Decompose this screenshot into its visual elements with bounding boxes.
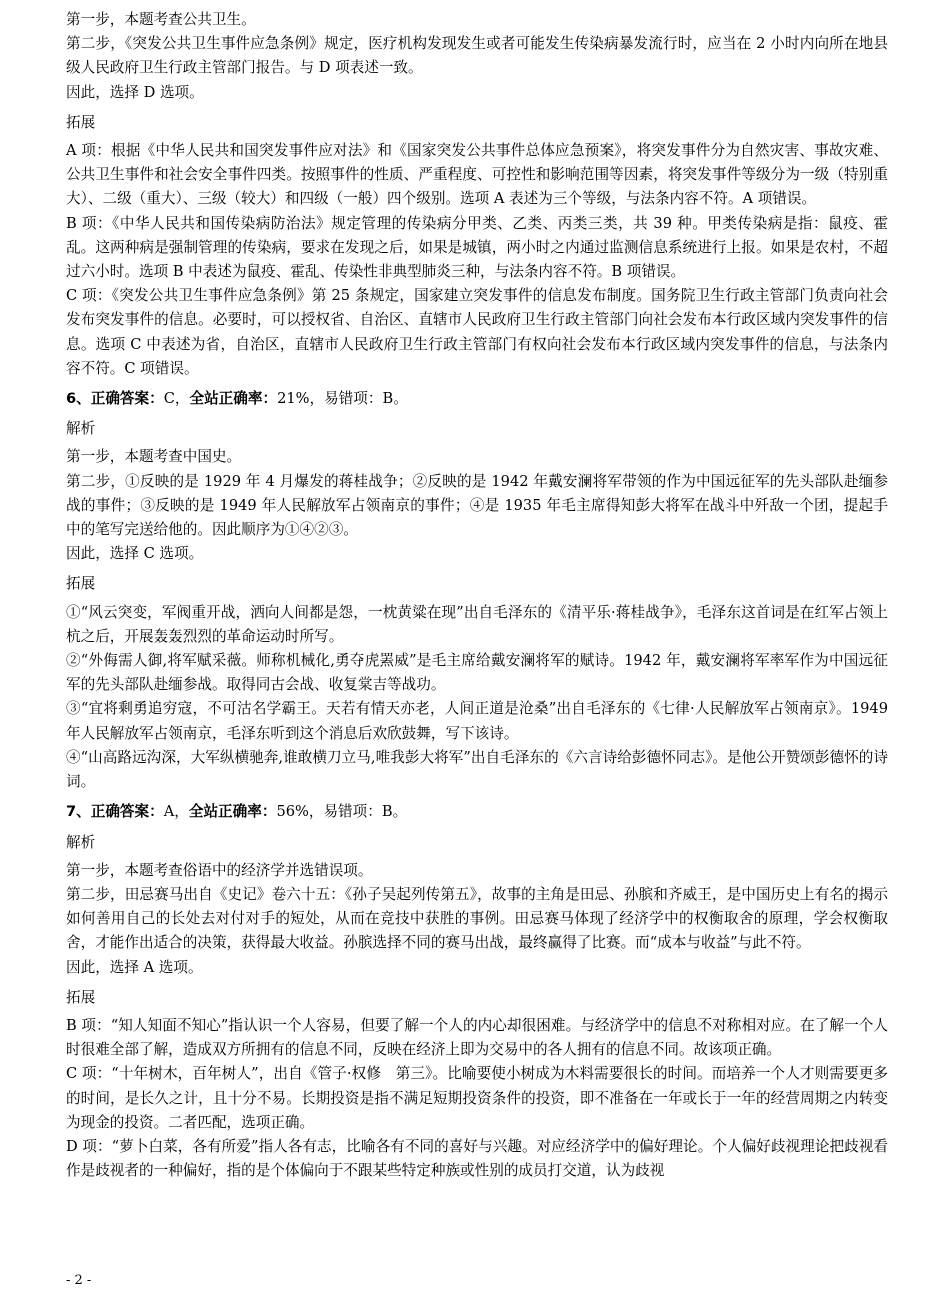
q7-analysis-label: 解析: [66, 833, 96, 851]
q5-step1: 第一步，本题考查公共卫生。: [66, 11, 256, 28]
q7-rate-label: 全站正确率：: [188, 803, 277, 821]
q7-option-c: C 项：“十年树木，百年树人”，出自《管子·权修 第三》。比喻要使小树成为木料需要很长的时间。而培养一个人才则需要更多的时间，是长久之计，且十分不易。长期投资是指不满足短期投资条件的投资，即不准备在一年或长于一年的经营周期之内转变为现金的投资。二者匹配，选项正确。: [66, 1065, 888, 1131]
q6-answer-value: C，: [163, 390, 190, 408]
document-page: [66, 8, 893, 1183]
q5-option-a: A 项：根据《中华人民共和国突发事件应对法》和《国家突发公共事件总体应急预案》，将突发事件分为自然灾害、事故灾难、公共卫生事件和社会安全事件四类。按照事件的性质、严重程度、可控性和影响范围等因素，将突发事件等级分为一级（特别重大）、二级（重大）、三级（较大）和四级（一般）四个级别。选项 A 表述为三个等级，与法条内容不符。A 项错误。: [66, 142, 888, 208]
q6-answer-label: 6、正确答案：: [66, 390, 164, 408]
q7-extend-label: 拓展: [66, 988, 96, 1006]
q5-step2: 第二步，《突发公共卫生事件应急条例》规定，医疗机构发现发生或者可能发生传染病暴发流行时，应当在 2 小时内向所在地县级人民政府卫生行政主管部门报告。与 D 项表述一致。: [66, 35, 888, 77]
q5-option-c: C 项：《突发公共卫生事件应急条例》第 25 条规定，国家建立突发事件的信息发布制度。国务院卫生行政主管部门负责向社会发布突发事件的信息。必要时，可以授权省、自治区、直辖市人民政府卫生行政主管部门向社会发布本行政区域内突发事件的信息。选项 C 中表述为省，自治区，直辖市人民政府卫生行政主管部门有权向社会发布本行政区域内突发事件的信息，与法条内容不符。C 项错误。: [66, 287, 888, 377]
q7-option-b: B 项：“知人知面不知心”指认识一个人容易，但要了解一个人的内心却很困难。与经济学中的信息不对称相对应。在了解一个人时很难全部了解，造成双方所拥有的信息不同，反映在经济上即为交易中的各人拥有的信息不同。故该项正确。: [66, 1016, 888, 1059]
q7-answer-header: [66, 800, 888, 824]
q6-extend-item-2: ②“外侮需人御,将军赋采薇。师称机械化,勇夺虎罴威”是毛主席给戴安澜将军的赋诗。1942 年，戴安澜将军率军作为中国远征军的先头部队赴缅参战。取得同古会战、收复棠吉等战功。: [66, 652, 888, 694]
q5-option-b: B 项：《中华人民共和国传染病防治法》规定管理的传染病分甲类、乙类、丙类三类，共 39 种。甲类传染病是指：鼠疫、霍乱。这两种病是强制管理的传染病，要求在发现之后，如果是城镇，两小时之内通过监测信息系统进行上报。如果是农村，不超过六小时。选项 B 中表述为鼠疫、霍乱、传染性非典型肺炎三种，与法条内容不符。B 项错误。: [66, 214, 888, 281]
q6-rate-value: 21%，易错项：B。: [277, 390, 408, 408]
q5-conclusion: 因此，选择 D 选项。: [66, 83, 204, 101]
q6-answer-header: [66, 387, 888, 411]
q6-analysis-label: 解析: [66, 420, 96, 438]
q7-step1: 第一步，本题考查俗语中的经济学并选错误项。: [66, 861, 373, 879]
q6-extend-item-4: ④“山高路远沟深，大军纵横驰奔,谁敢横刀立马,唯我彭大将军”出自毛泽东的《六言诗给彭德怀同志》。是他公开赞颂彭德怀的诗词。: [66, 748, 888, 791]
q6-step2: 第二步，①反映的是 1929 年 4 月爆发的蒋桂战争；②反映的是 1942 年戴安澜将军带领的作为中国远征军的先头部队赴缅参战的事件；③反映的是 1949 年人民解放军占领南京的事件；④是 1935 年毛主席得知彭大将军在战斗中歼敌一个团，提起手中的笔写完送给他的。因此顺序为①④②③。: [66, 472, 888, 539]
q5-extend-label: 拓展: [66, 113, 96, 131]
q7-answer-value: A，: [163, 803, 189, 821]
q6-step1: 第一步，本题考查中国史。: [66, 448, 242, 466]
q6-rate-label: 全站正确率：: [189, 390, 278, 408]
q7-answer-label: 7、正确答案：: [66, 803, 164, 821]
q7-conclusion: 因此，选择 A 选项。: [66, 958, 203, 976]
q7-rate-value: 56%，易错项：B。: [276, 803, 408, 821]
q6-extend-item-1: ①“风云突变，军阀重开战，洒向人间都是怨，一枕黄粱在现”出自毛泽东的《清平乐·蒋桂战争》，毛泽东这首词是在红军占领上杭之后，开展轰轰烈烈的革命运动时所写。: [66, 603, 888, 645]
q7-option-d: D 项：“萝卜白菜，各有所爱”指人各有志，比喻各有不同的喜好与兴趣。对应经济学中的偏好理论。个人偏好歧视理论把歧视看作是歧视者的一种偏好，指的是个体偏向于不跟某些特定种族或性别的成员打交道，认为歧视: [66, 1137, 888, 1180]
q6-extend-label: 拓展: [66, 575, 96, 593]
page-number: - 2 -: [66, 1273, 92, 1288]
q6-extend-item-3: ③“宜将剩勇追穷寇，不可沽名学霸王。天若有情天亦老，人间正道是沧桑”出自毛泽东的《七律·人民解放军占领南京》。1949 年人民解放军占领南京，毛泽东听到这个消息后欢欣鼓舞，写下该诗。: [66, 700, 893, 742]
q6-conclusion: 因此，选择 C 选项。: [66, 545, 204, 563]
q7-step2: 第二步，田忌赛马出自《史记》卷六十五：《孙子吴起列传第五》，故事的主角是田忌、孙膑和齐威王，是中国历史上有名的揭示如何善用自己的长处去对付对手的短处，从而在竞技中获胜的事例。田忌赛马体现了经济学中的权衡取舍的原理，学会权衡取舍，才能作出适合的决策，获得最大收益。孙膑选择不同的赛马出战，最终赢得了比赛。而“成本与收益”与此不符。: [66, 885, 888, 952]
